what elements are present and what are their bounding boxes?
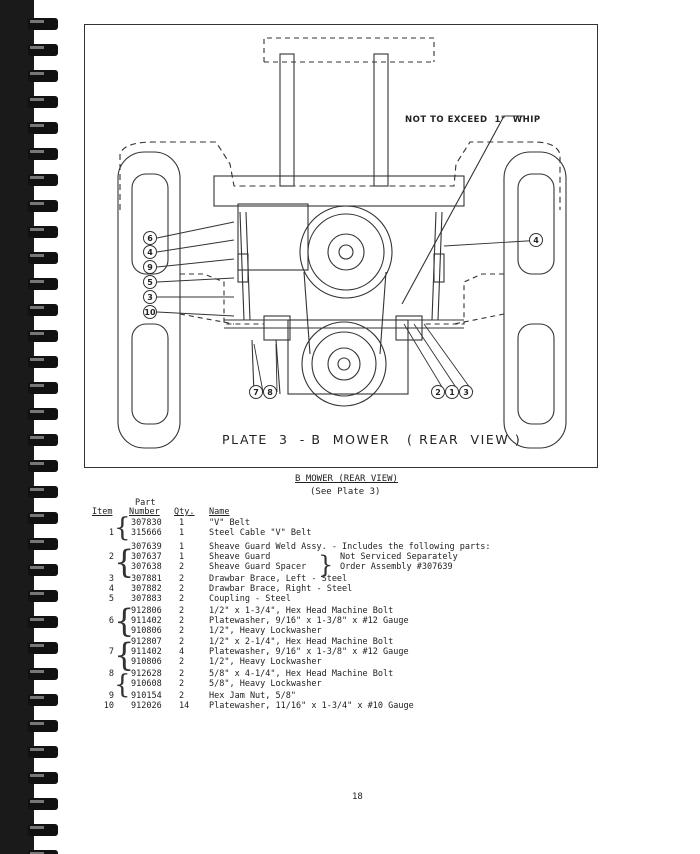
parts-list-title: B MOWER (REAR VIEW): [295, 474, 398, 484]
row-qty: 4: [179, 647, 185, 657]
parts-list-subtitle: (See Plate 3): [310, 487, 381, 497]
row-qty: 1: [179, 542, 185, 552]
brace-item-6: {: [114, 602, 135, 640]
row-item-number: 8: [108, 669, 114, 679]
callout-number: 7: [253, 388, 259, 397]
row-qty: 1: [179, 518, 185, 528]
row-name: Drawbar Brace, Left - Steel: [209, 574, 348, 584]
row-item-number: 2: [108, 552, 114, 562]
mower-diagram: [84, 24, 596, 466]
callout-number: 2: [435, 388, 441, 397]
callout-number: 6: [147, 234, 153, 243]
brace-item-8: {: [114, 670, 131, 700]
callout-leader-line: [157, 278, 234, 282]
row-part-number: 307830: [131, 518, 162, 528]
row-name: 1/2" x 1-3/4", Hex Head Machine Bolt: [209, 606, 394, 616]
callout-leader-line: [404, 324, 445, 392]
row-qty: 1: [179, 528, 185, 538]
callout-number: 3: [463, 388, 469, 397]
row-part-number: 912806: [131, 606, 162, 616]
row-name: Platewasher, 9/16" x 1-3/8" x #12 Gauge: [209, 647, 409, 657]
column-header-name: Name: [209, 507, 230, 517]
brace-item-1: {: [114, 513, 131, 543]
row-item-number: 1: [108, 528, 114, 538]
callout-number: 10: [144, 308, 156, 317]
row-name: Sheave Guard: [209, 552, 271, 562]
row-part-number: 307639: [131, 542, 162, 552]
row-item-number: 7: [108, 647, 114, 657]
row-qty: 2: [179, 584, 185, 594]
callout-leader-line: [444, 240, 543, 246]
row-part-number: 912026: [131, 701, 162, 711]
whip-note: NOT TO EXCEED 1" WHIP: [405, 115, 541, 125]
row-part-number: 307883: [131, 594, 162, 604]
row-name: Steel Cable "V" Belt: [209, 528, 312, 538]
row-part-number: 912628: [131, 669, 162, 679]
brace-notes: }: [318, 551, 334, 579]
callout-leader-line: [414, 324, 459, 392]
brace-item-7: {: [114, 636, 135, 674]
note-order-assembly: Order Assembly #307639: [340, 562, 453, 572]
row-qty: 2: [179, 637, 185, 647]
row-name: 1/2" x 2-1/4", Hex Head Machine Bolt: [209, 637, 394, 647]
row-part-number: 911402: [131, 647, 162, 657]
row-part-number: 315666: [131, 528, 162, 538]
row-item-number: 3: [108, 574, 114, 584]
row-qty: 2: [179, 574, 185, 584]
row-name: Platewasher, 9/16" x 1-3/8" x #12 Gauge: [209, 616, 409, 626]
row-part-number: 911402: [131, 616, 162, 626]
column-header-part-number: Number: [129, 507, 160, 517]
plate-caption: PLATE 3 - B MOWER ( REAR VIEW ): [222, 432, 522, 447]
callout-leader-line: [157, 259, 234, 267]
row-item-number: 5: [108, 594, 114, 604]
row-qty: 14: [179, 701, 190, 711]
row-name: 1/2", Heavy Lockwasher: [209, 626, 322, 636]
row-part-number: 910806: [131, 657, 162, 667]
callout-number: 9: [147, 263, 153, 272]
callout-number: 4: [147, 248, 153, 257]
row-part-number: 910154: [131, 691, 162, 701]
row-name: 1/2", Heavy Lockwasher: [209, 657, 322, 667]
row-qty: 1: [179, 552, 185, 562]
row-qty: 2: [179, 606, 185, 616]
row-part-number: 307882: [131, 584, 162, 594]
row-part-number: 307638: [131, 562, 162, 572]
row-name: 5/8" x 4-1/4", Hex Head Machine Bolt: [209, 669, 394, 679]
row-name: Sheave Guard Weld Assy. - Includes the following parts:: [209, 542, 491, 552]
row-part-number: 307637: [131, 552, 162, 562]
row-part-number: 912807: [131, 637, 162, 647]
row-item-number: 4: [108, 584, 114, 594]
row-name: Drawbar Brace, Right - Steel: [209, 584, 353, 594]
row-qty: 2: [179, 626, 185, 636]
row-qty: 2: [179, 562, 185, 572]
row-qty: 2: [179, 679, 185, 689]
row-name: Platewasher, 11/16" x 1-3/4" x #10 Gauge: [209, 701, 414, 711]
row-qty: 2: [179, 691, 185, 701]
page-number: 18: [352, 792, 363, 802]
row-qty: 2: [179, 669, 185, 679]
row-part-number: 910806: [131, 626, 162, 636]
row-name: 5/8", Heavy Lockwasher: [209, 679, 322, 689]
row-qty: 2: [179, 616, 185, 626]
row-name: "V" Belt: [209, 518, 250, 528]
callout-number: 4: [533, 236, 539, 245]
row-name: Hex Jam Nut, 5/8": [209, 691, 296, 701]
column-header-part-top: Part: [135, 498, 156, 508]
callout-leader-line: [157, 312, 234, 316]
callout-number: 5: [147, 278, 153, 287]
row-part-number: 910608: [131, 679, 162, 689]
column-header-qty: Qty.: [174, 507, 195, 517]
callout-leader-line: [254, 344, 263, 392]
row-name: Coupling - Steel: [209, 594, 291, 604]
row-part-number: 307881: [131, 574, 162, 584]
row-qty: 2: [179, 594, 185, 604]
brace-item-2: {: [114, 543, 135, 581]
row-item-number: 6: [108, 616, 114, 626]
callout-number: 8: [267, 388, 273, 397]
callout-leader-line: [424, 324, 473, 392]
row-item-number: 10: [103, 701, 114, 711]
column-header-item: Item: [92, 507, 113, 517]
note-not-serviced: Not Serviced Separately: [340, 552, 458, 562]
row-item-number: 9: [108, 691, 114, 701]
callout-number: 3: [147, 293, 153, 302]
row-qty: 2: [179, 657, 185, 667]
callout-number: 1: [449, 388, 455, 397]
row-name: Sheave Guard Spacer: [209, 562, 307, 572]
